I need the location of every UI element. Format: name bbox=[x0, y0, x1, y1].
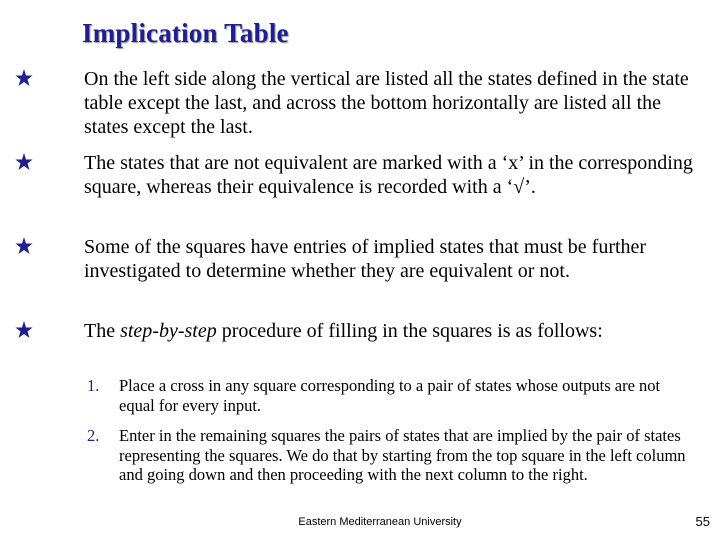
bullet-text: On the left side along the vertical are listed all the states defined in the state table except the last, and across the bottom horizontally are listed all the states except the last. bbox=[84, 68, 689, 138]
bullet-text-italic: step-by-step bbox=[120, 320, 217, 342]
slide-title: Implication Table bbox=[82, 18, 289, 48]
step-item bbox=[87, 426, 687, 485]
bullet-item bbox=[14, 319, 694, 343]
step-text: Place a cross in any square corresponding to a pair of states whose outputs are not equal for every input. bbox=[119, 376, 661, 415]
bullet-item bbox=[14, 151, 694, 199]
bullet-text bbox=[84, 319, 694, 343]
star-bullet-icon bbox=[14, 236, 34, 256]
page-number: 55 bbox=[695, 514, 710, 529]
bullet-text: Some of the squares have entries of implied states that must be further investigated to determine whether they are equivalent or not. bbox=[84, 236, 647, 282]
footer-text: Eastern Mediterranean University bbox=[298, 516, 462, 528]
bullet-item bbox=[14, 67, 694, 139]
step-text: Enter in the remaining squares the pairs of states that are implied by the pair of states representing the squares. We do that by starting from the top square in the left column and going down and then proceeding with the next column to the right. bbox=[119, 426, 686, 484]
star-bullet-icon bbox=[14, 320, 34, 340]
bullet-item bbox=[14, 235, 694, 283]
step-item bbox=[87, 376, 687, 415]
step-number: 2. bbox=[87, 426, 100, 445]
bullet-text: The states that are not equivalent are marked with a ‘x’ in the corresponding square, whereas their equivalence is recorded with a ‘√’. bbox=[84, 152, 693, 198]
bullet-text-end: procedure of filling in the squares is as follows: bbox=[216, 320, 603, 342]
bullet-text-start: The bbox=[84, 320, 121, 342]
star-bullet-icon bbox=[14, 68, 34, 88]
step-number: 1. bbox=[87, 376, 100, 395]
star-bullet-icon bbox=[14, 152, 34, 172]
